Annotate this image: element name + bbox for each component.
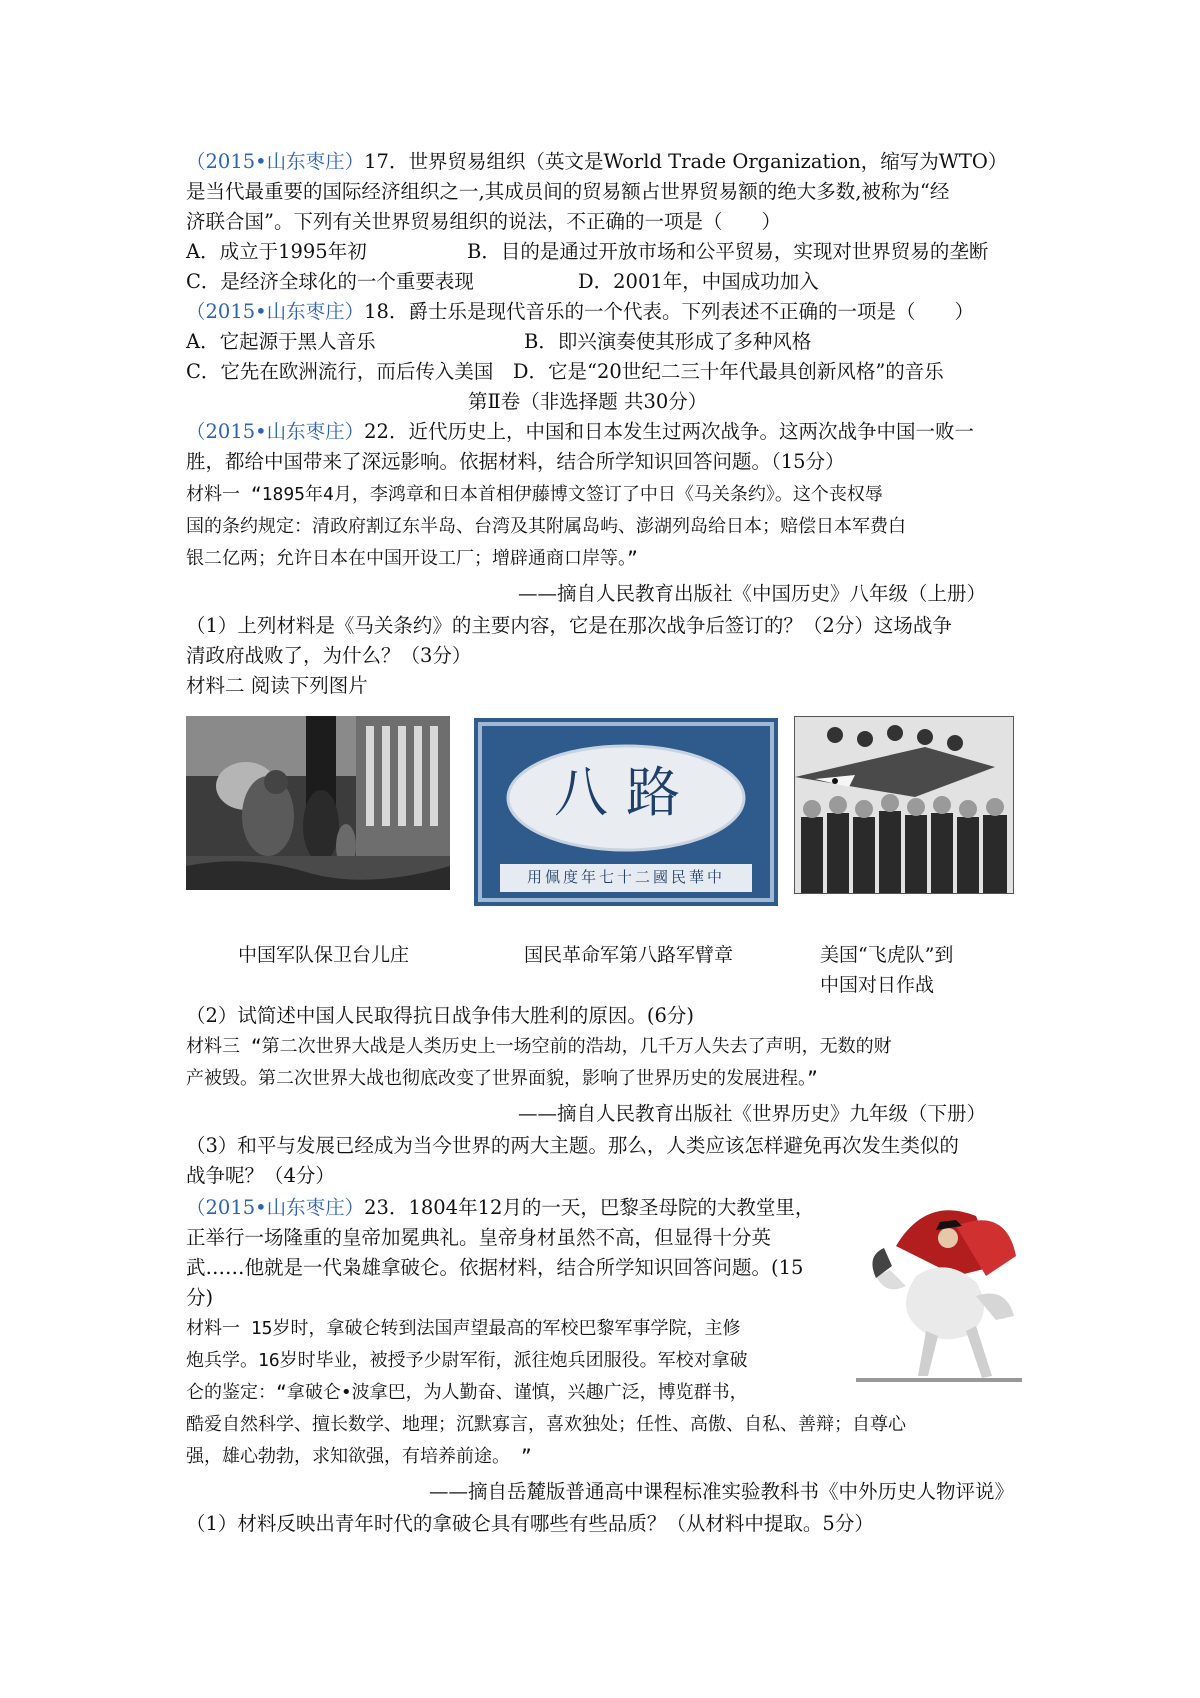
caption-armband: 国民革命军第八路军臂章: [524, 944, 734, 966]
q22-sub1-line1: （1）上列材料是《马关条约》的主要内容，它是在那次战争后签订的？（2分）这场战争: [186, 614, 952, 637]
armband-main-text: 八路: [554, 761, 698, 824]
flying-tigers-photo: [794, 716, 1014, 894]
q22-material3-line1: 材料三 “第二次世界大战是人类历史上一场空前的浩劫，几千万人失去了声明，无数的财: [186, 1036, 892, 1057]
flying-tigers-photo-art: [795, 717, 1013, 893]
taierzhuang-photo-art: [186, 716, 450, 890]
q23-line4: 分): [186, 1286, 214, 1309]
q22-material3-line2: 产被毁。第二次世界大战也彻底改变了世界面貌，影响了世界历史的发展进程。”: [186, 1068, 818, 1089]
q18-options-cd: C．它先在欧洲流行，而后传入美国 D．它是“20世纪二三十年代最具创新风格”的音乐: [186, 360, 944, 383]
napoleon-painting: [856, 1186, 1022, 1386]
q22-material1-citation: ——摘自人民教育出版社《中国历史》八年级（上册）: [517, 582, 986, 605]
section2-title: 第Ⅱ卷（非选择题 共30分）: [468, 390, 708, 413]
q23-material1-citation: ——摘自岳麓版普通高中课程标准实验教科书《中外历史人物评说》: [428, 1480, 1014, 1503]
q22-material1-line1: 材料一 “1895年4月，李鸿章和日本首相伊藤博文签订了中日《马关条约》。这个丧权辱: [186, 484, 883, 505]
q23-material1-line5: 强，雄心勃勃，求知欲强，有培养前途。 ”: [186, 1446, 532, 1467]
eighth-route-armband-photo: [474, 718, 778, 906]
q22-line2: 胜，都给中国带来了深远影响。依据材料，结合所学知识回答问题。（15分）: [186, 450, 845, 473]
q22-sub3-line2: 战争呢？（4分）: [186, 1164, 335, 1187]
q17-option-b: B．目的是通过开放市场和公平贸易，实现对世界贸易的垄断: [467, 240, 989, 263]
q18-option-b: B．即兴演奏使其形成了多种风格: [524, 330, 812, 353]
q22-sub2: （2）试简述中国人民取得抗日战争伟大胜利的原因。(6分): [186, 1004, 695, 1027]
caption-taierzhuang: 中国军队保卫台儿庄: [238, 944, 410, 966]
caption-flying-tigers-line2: 中国对日作战: [820, 974, 935, 996]
q23-material1-line1: 材料一 15岁时，拿破仑转到法国声望最高的军校巴黎军事学院，主修: [186, 1318, 741, 1339]
q23-line1: （2015•山东枣庄）23．1804年12月的一天，巴黎圣母院的大教堂里，: [186, 1196, 815, 1219]
q17-line2: 是当代最重要的国际经济组织之一,其成员间的贸易额占世界贸易额的绝大多数,被称为“经: [186, 180, 950, 203]
napoleon-painting-art: [856, 1186, 1022, 1386]
q23-sub1: （1）材料反映出青年时代的拿破仑具有哪些有些品质？（从材料中提取。5分）: [186, 1512, 874, 1535]
q22-sub1-line2: 清政府战败了，为什么？（3分）: [186, 644, 472, 667]
q23-material1-line4: 酷爱自然科学、擅长数学、地理；沉默寡言，喜欢独处；任性、高傲、自私、善辩；自尊心: [186, 1414, 906, 1435]
q17-option-d: D．2001年，中国成功加入: [578, 270, 819, 293]
q17-line1: （2015•山东枣庄）17．世界贸易组织（英文是World Trade Organization，缩写为WTO）: [186, 150, 1008, 173]
q22-source: （2015•山东枣庄）: [186, 420, 365, 443]
q17-source: （2015•山东枣庄）: [186, 150, 365, 173]
q17-option-c: C．是经济全球化的一个重要表现: [186, 270, 474, 293]
q23-line3: 武……他就是一代枭雄拿破仑。依据材料，结合所学知识回答问题。(15: [186, 1256, 804, 1279]
q23-material1-line2: 炮兵学。16岁时毕业，被授予少尉军衔，派往炮兵团服役。军校对拿破: [186, 1350, 748, 1371]
q18-line1: （2015•山东枣庄）18．爵士乐是现代音乐的一个代表。下列表述不正确的一项是（ ）: [186, 300, 974, 323]
q17-option-a: A．成立于1995年初: [186, 240, 367, 263]
q22-material1-line2: 国的条约规定：清政府割辽东半岛、台湾及其附属岛屿、澎湖列岛给日本；赔偿日本军费白: [186, 516, 906, 537]
q22-sub3-line1: （3）和平与发展已经成为当今世界的两大主题。那么，人类应该怎样避免再次发生类似的: [186, 1134, 959, 1157]
taierzhuang-photo: [186, 716, 450, 890]
q23-source: （2015•山东枣庄）: [186, 1196, 365, 1219]
caption-flying-tigers-line1: 美国“飞虎队”到: [820, 944, 954, 966]
q22-line1: （2015•山东枣庄）22．近代历史上，中国和日本发生过两次战争。这两次战争中国一败一: [186, 420, 974, 443]
q23-line2: 正举行一场隆重的皇帝加冕典礼。皇帝身材虽然不高，但显得十分英: [186, 1226, 772, 1249]
q22-material1-line3: 银二亿两；允许日本在中国开设工厂；增辟通商口岸等。”: [186, 548, 638, 569]
q17-line3: 济联合国”。下列有关世界贸易组织的说法，不正确的一项是（ ）: [186, 210, 781, 233]
q23-material1-line3: 仑的鉴定：“拿破仑•波拿巴，为人勤奋、谨慎，兴趣广泛，博览群书，: [186, 1382, 748, 1403]
q18-source: （2015•山东枣庄）: [186, 300, 365, 323]
armband-subtext: 用佩度年七十二國民華中: [526, 868, 725, 886]
q22-material3-citation: ——摘自人民教育出版社《世界历史》九年级（下册）: [517, 1102, 986, 1125]
q18-option-a: A．它起源于黑人音乐: [186, 330, 376, 353]
q22-material2-label: 材料二 阅读下列图片: [186, 674, 368, 697]
